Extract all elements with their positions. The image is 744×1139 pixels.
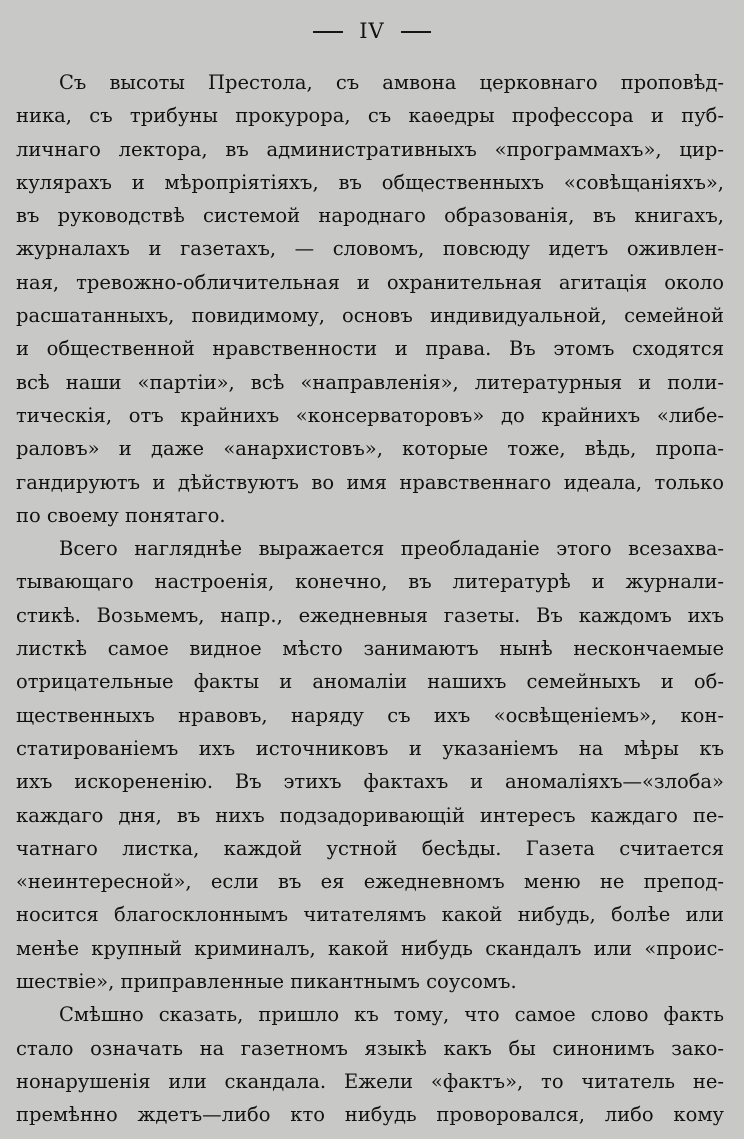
text-line: ника, съ трибуны прокурора, съ каѳедры профессора и пуб- xyxy=(16,104,724,128)
page-header xyxy=(0,17,744,45)
text-line: журналахъ и газетахъ, — словомъ, повсюду идетъ оживлен- xyxy=(16,237,724,261)
text-line: шествіе», приправленные пикантнымъ соусомъ. xyxy=(16,970,517,994)
text-line: тывающаго настроенія, конечно, въ литературѣ и журнали- xyxy=(16,570,724,594)
text-line: Всего нагляднѣе выражается преобладаніе этого всезахва- xyxy=(59,537,724,561)
body-text xyxy=(16,66,724,1132)
text-line: нонарушенія или скандала. Ежели «фактъ», то читатель не- xyxy=(16,1069,724,1093)
text-line: расшатанныхъ, повидимому, основъ индивидуальной, семейной xyxy=(16,304,724,328)
text-line: тическія, отъ крайнихъ «консерваторовъ» до крайнихъ «либе- xyxy=(16,403,724,427)
text-line: Смѣшно сказать, пришло къ тому, что самое слово факть xyxy=(59,1003,724,1027)
text-line: премѣнно ждетъ—либо кто нибудь проворовался, либо кому xyxy=(16,1103,724,1127)
text-line: «неинтересной», если въ ея ежедневномъ меню не препод- xyxy=(16,870,724,894)
text-line: по своему понятаго. xyxy=(16,503,226,527)
text-line: стало означать на газетномъ языкѣ какъ бы синонимъ зако- xyxy=(16,1036,724,1060)
text-line: всѣ наши «партіи», всѣ «направленія», литературныя и поли- xyxy=(16,370,724,394)
text-line: каждаго дня, въ нихъ подзадоривающій интересъ каждаго пе- xyxy=(16,803,724,827)
page-number: IV xyxy=(359,19,385,43)
text-line: отрицательные факты и аномаліи нашихъ семейныхъ и об- xyxy=(16,670,724,694)
text-line: гандируютъ и дѣйствуютъ во имя нравственнаго идеала, только xyxy=(16,470,724,494)
text-line: личнаго лектора, въ административныхъ «программахъ», цир- xyxy=(16,137,724,161)
text-line: листкѣ самое видное мѣсто занимаютъ нынѣ нескончаемые xyxy=(16,637,724,661)
text-line: стикѣ. Возьмемъ, напр., ежедневныя газеты. Въ каждомъ ихъ xyxy=(16,603,724,627)
right-dash xyxy=(401,31,431,33)
text-line: и общественной нравственности и права. Въ этомъ сходятся xyxy=(16,337,724,361)
text-line: щественныхъ нравовъ, наряду съ ихъ «освѣщеніемъ», кон- xyxy=(16,703,724,727)
text-line: ихъ искорененію. Въ этихъ фактахъ и аномаліяхъ—«злоба» xyxy=(16,770,724,794)
left-dash xyxy=(313,31,343,33)
text-line: носится благосклоннымъ читателямъ какой нибудь, болѣе или xyxy=(16,903,724,927)
text-line: раловъ» и даже «анархистовъ», которые тоже, вѣдь, пропа- xyxy=(16,437,724,461)
text-line: статированіемъ ихъ источниковъ и указаніемъ на мѣры къ xyxy=(16,736,724,760)
text-line: менѣе крупный криминалъ, какой нибудь скандалъ или «проис- xyxy=(16,936,724,960)
text-line: въ руководствѣ системой народнаго образованія, въ книгахъ, xyxy=(16,204,724,228)
text-line: ная, тревожно-обличительная и охранительная агитація около xyxy=(16,270,724,294)
text-line: чатнаго листка, каждой устной бесѣды. Газета считается xyxy=(16,836,724,860)
text-line: Съ высоты Престола, съ амвона церковнаго проповѣд- xyxy=(59,71,724,94)
text-line: кулярахъ и мѣропріятіяхъ, въ общественныхъ «совѣщаніяхъ», xyxy=(16,170,724,194)
